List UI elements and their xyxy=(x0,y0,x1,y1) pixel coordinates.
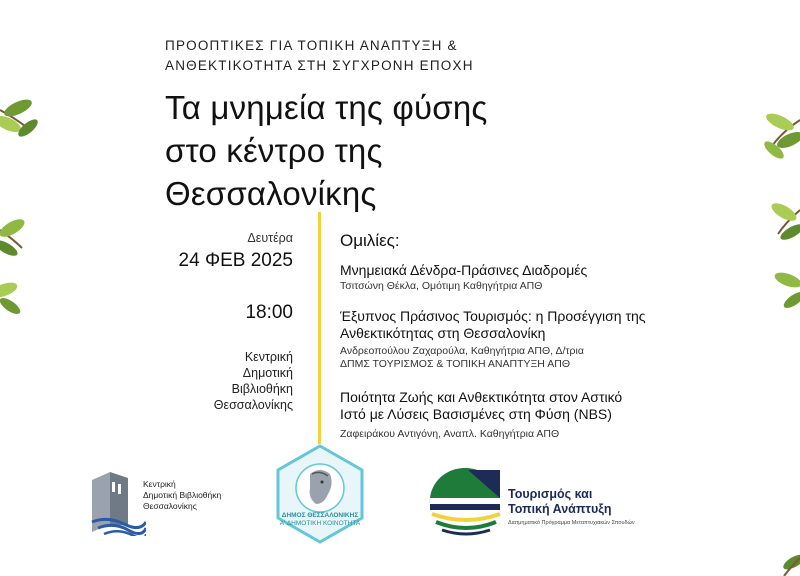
header-kicker xyxy=(165,36,474,76)
yellow-divider xyxy=(318,212,321,444)
right-leaves-decoration xyxy=(750,100,800,330)
tourism-logo-subtext: Διατμηματικό Πρόγραμμα Μεταπτυχιακών Σπουδών xyxy=(508,520,635,526)
tourism-logo-icon xyxy=(428,468,503,538)
venue-line-2: Δημοτική xyxy=(242,366,293,380)
tourism-line-1: Τουρισμός και xyxy=(508,487,593,501)
talk-2-title xyxy=(340,308,740,342)
library-line-1: Κεντρική xyxy=(143,479,176,489)
venue-line-3: Βιβλιοθήκη xyxy=(231,382,293,396)
event-venue xyxy=(214,349,293,413)
municipality-logo-icon xyxy=(276,444,364,544)
municipality-arc-text: ΔΗΜΟΣ ΘΕΣΣΑΛΟΝΙΚΗΣ xyxy=(281,512,359,519)
tourism-logo-text xyxy=(508,487,611,517)
venue-line-1: Κεντρική xyxy=(244,350,293,364)
corner-leaves-decoration xyxy=(770,540,800,576)
kicker-line-2: ΑΝΘΕΚΤΙΚΟΤΗΤΑ ΣΤΗ ΣΥΓΧΡΟΝΗ ΕΠΟΧΗ xyxy=(165,58,474,73)
talk-1-speaker: Τσιτσώνη Θέκλα, Ομότιμη Καθηγήτρια ΑΠΘ xyxy=(340,280,543,292)
talk-3-speaker: Ζαφειράκου Αντιγόνη, Αναπλ. Καθηγήτρια ΑΠΘ xyxy=(340,428,560,440)
talk-3-title xyxy=(340,389,740,423)
talk-2-speaker xyxy=(340,345,760,371)
tourism-line-2: Τοπική Ανάπτυξη xyxy=(508,502,612,516)
talk-1-title-line: Μνημειακά Δένδρα-Πράσινες Διαδρομές xyxy=(340,262,588,278)
municipality-logo-text xyxy=(276,512,364,528)
talk-1-title xyxy=(340,262,740,279)
title-line-1: Τα μνημεία της φύσης xyxy=(165,89,488,126)
event-date: 24 ΦΕΒ 2025 xyxy=(178,250,293,271)
library-logo-icon xyxy=(88,466,146,536)
talk-2-speaker-line-2: ΔΠΜΣ ΤΟΥΡΙΣΜΟΣ & ΤΟΠΙΚΗ ΑΝΑΠΤΥΞΗ ΑΠΘ xyxy=(340,358,570,370)
page-title xyxy=(165,86,487,215)
title-line-3: Θεσσαλονίκης xyxy=(165,175,377,212)
library-logo-text xyxy=(143,479,221,512)
venue-line-4: Θεσσαλονίκης xyxy=(213,398,293,412)
talk-3-title-line-1: Ποιότητα Ζωής και Ανθεκτικότητα στον Αστικό xyxy=(340,389,623,405)
title-line-2: στο κέντρο της xyxy=(165,132,383,169)
municipality-sub-text: Α' ΔΗΜΟΤΙΚΗ ΚΟΙΝΟΤΗΤΑ xyxy=(279,520,361,527)
talk-3-title-line-2: Ιστό με Λύσεις Βασισμένες στη Φύση (NBS) xyxy=(340,406,612,422)
library-line-2: Δημοτική Βιβλιοθήκη xyxy=(143,490,222,500)
talks-heading: Ομιλίες: xyxy=(340,231,400,250)
talk-2-speaker-line-1: Ανδρεοπούλου Ζαχαρούλα, Καθηγήτρια ΑΠΘ, Δ/τρια xyxy=(340,345,584,357)
kicker-line-1: ΠΡΟΟΠΤΙΚΕΣ ΓΙΑ ΤΟΠΙΚΗ ΑΝΑΠΤΥΞΗ & xyxy=(165,38,458,53)
talk-2-title-line-2: Ανθεκτικότητας στη Θεσσαλονίκη xyxy=(340,325,546,341)
library-line-3: Θεσσαλονίκης xyxy=(143,501,197,511)
left-leaves-decoration xyxy=(0,90,45,320)
event-time: 18:00 xyxy=(245,302,293,323)
talk-2-title-line-1: Έξυπνος Πράσινος Τουρισμός: η Προσέγγιση της xyxy=(340,308,646,324)
event-weekday: Δευτέρα xyxy=(247,231,293,245)
